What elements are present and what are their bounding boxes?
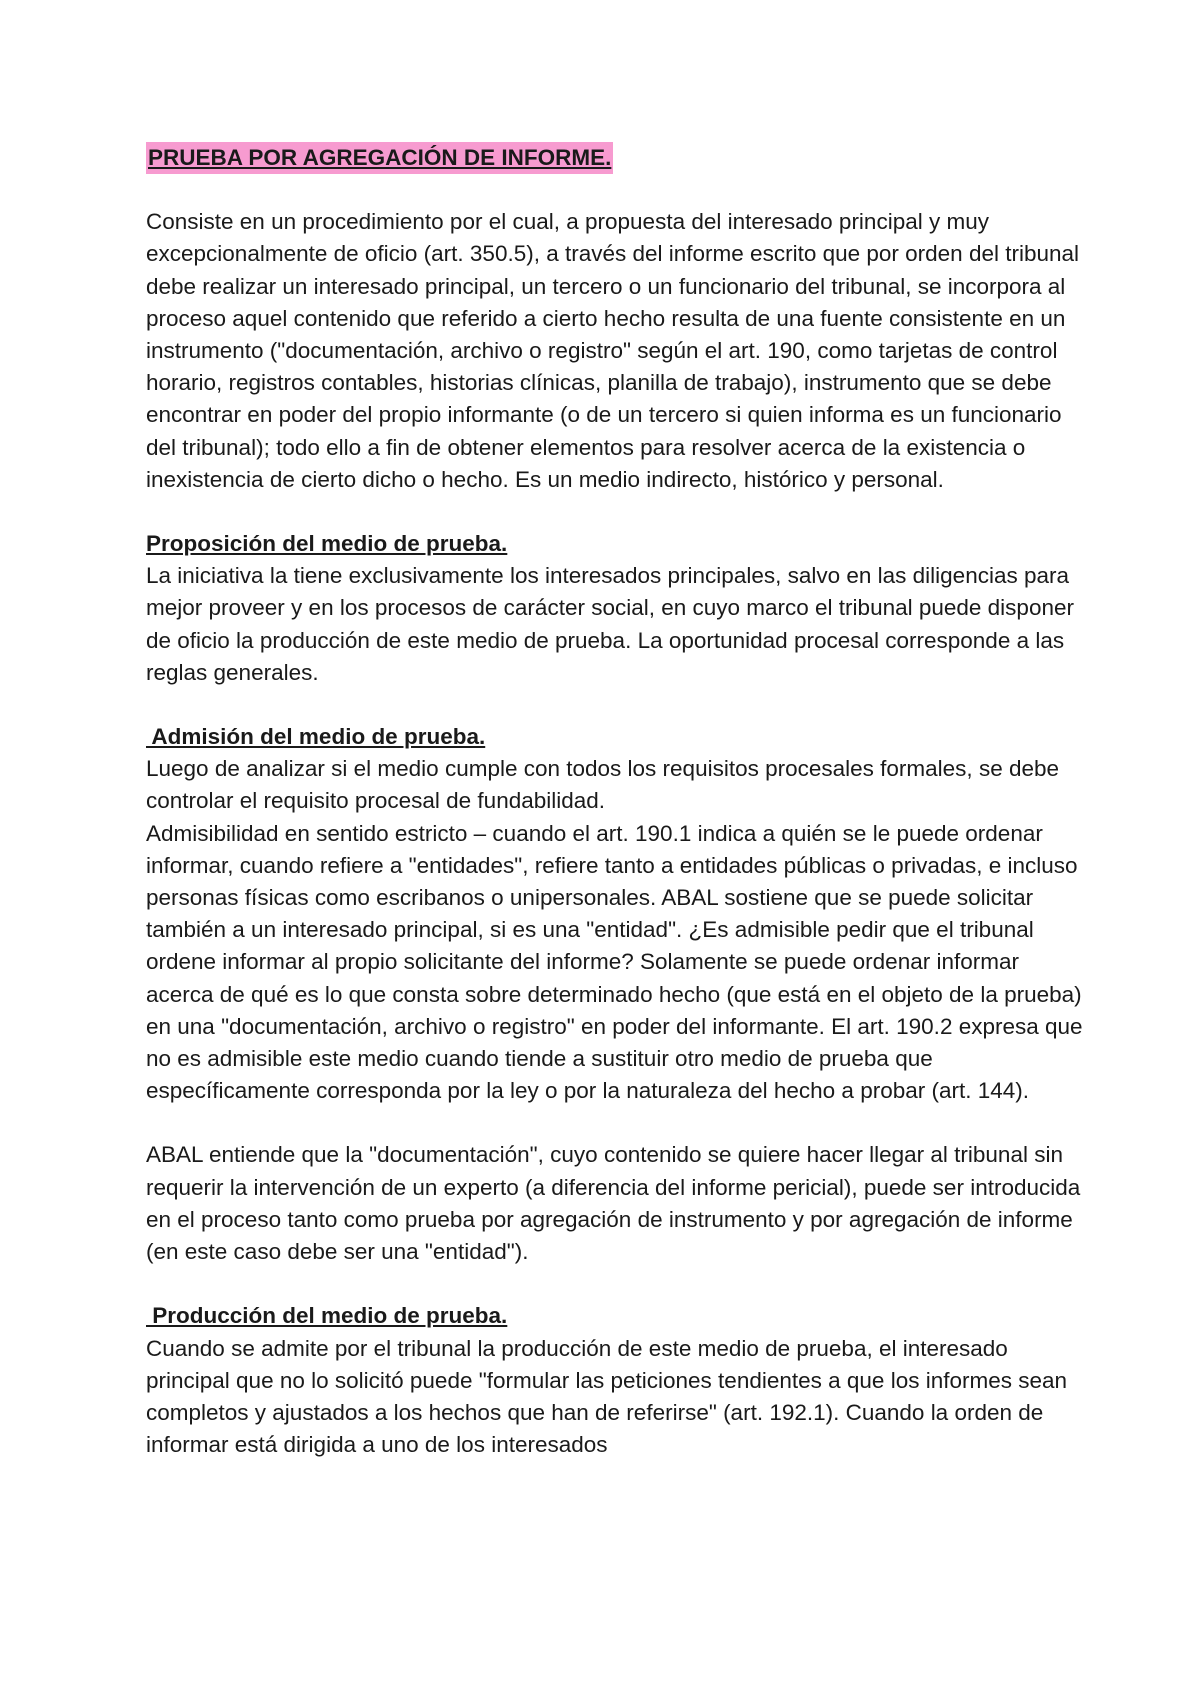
produccion-paragraph: Cuando se admite por el tribunal la producción de este medio de prueba, el interesado principal que no lo solicitó puede "formular las peticiones tendientes a que los informes sean completos y ajustados a los hechos que han de referirse" (art. 192.1). Cuando la orden de informar está dirigida a uno de los interesados [146, 1335, 1068, 1458]
section-heading-proposicion: Proposición del medio de prueba. [146, 531, 508, 557]
spacer [146, 174, 1086, 206]
spacer [146, 1107, 1086, 1139]
intro-paragraph: Consiste en un procedimiento por el cual, a propuesta del interesado principal y muy excepcionalmente de oficio (art. 350.5), a través del informe escrito que por orden del tribunal debe realizar un interesado principal, un tercero o un funcionario del tribunal, se incorpora al proceso aquel contenido que referido a cierto hecho resulta de una fuente consistente en un instrumento ("documentación, archivo o registro" según el art. 190, como tarjetas de control horario, registros contables, historias clínicas, planilla de trabajo), instrumento que se debe encontrar en poder del propio informante (o de un tercero si quien informa es un funcionario del tribunal); todo ello a fin de obtener elementos para resolver acerca de la existencia o inexistencia de cierto dicho o hecho. Es un medio indirecto, histórico y personal. [146, 209, 1080, 492]
admision-paragraph-3: ABAL entiende que la "documentación", cuyo contenido se quiere hacer llegar al tribunal sin requerir la intervención de un experto (a diferencia del informe pericial), puede ser introducida en el proceso tanto como prueba por agregación de instrumento y por agregación de informe (en este caso debe ser una "entidad"). [146, 1142, 1081, 1265]
document-title-line [146, 142, 1086, 174]
section-heading-produccion: Producción del medio de prueba. [146, 1303, 508, 1329]
admision-paragraph-2: Admisibilidad en sentido estricto – cuando el art. 190.1 indica a quién se le puede ordenar informar, cuando refiere a "entidades", refiere tanto a entidades públicas o privadas, e incluso personas físicas como escribanos o unipersonales. ABAL sostiene que se puede solicitar también a un interesado principal, si es una "entidad". ¿Es admisible pedir que el tribunal ordene informar al propio solicitante del informe? Solamente se puede ordenar informar acerca de qué es lo que consta sobre determinado hecho (que está en el objeto de la prueba) en una "documentación, archivo o registro" en poder del informante. El art. 190.2 expresa que no es admisible este medio cuando tiende a sustituir otro medio de prueba que específicamente corresponda por la ley o por la naturaleza del hecho a probar (art. 144). [146, 820, 1083, 1104]
document-title: PRUEBA POR AGREGACIÓN DE INFORME. [146, 142, 613, 174]
section-heading-admision: Admisión del medio de prueba. [146, 724, 486, 750]
spacer [146, 689, 1086, 721]
proposicion-paragraph: La iniciativa la tiene exclusivamente los interesados principales, salvo en las diligencias para mejor proveer y en los procesos de carácter social, en cuyo marco el tribunal puede disponer de oficio la producción de este medio de prueba. La oportunidad procesal corresponde a las reglas generales. [146, 563, 1074, 685]
admision-paragraph-1: Luego de analizar si el medio cumple con todos los requisitos procesales formales, se debe controlar el requisito procesal de fundabilidad. [146, 756, 1060, 814]
document-page [146, 142, 1086, 1461]
spacer [146, 1268, 1086, 1300]
spacer [146, 496, 1086, 528]
